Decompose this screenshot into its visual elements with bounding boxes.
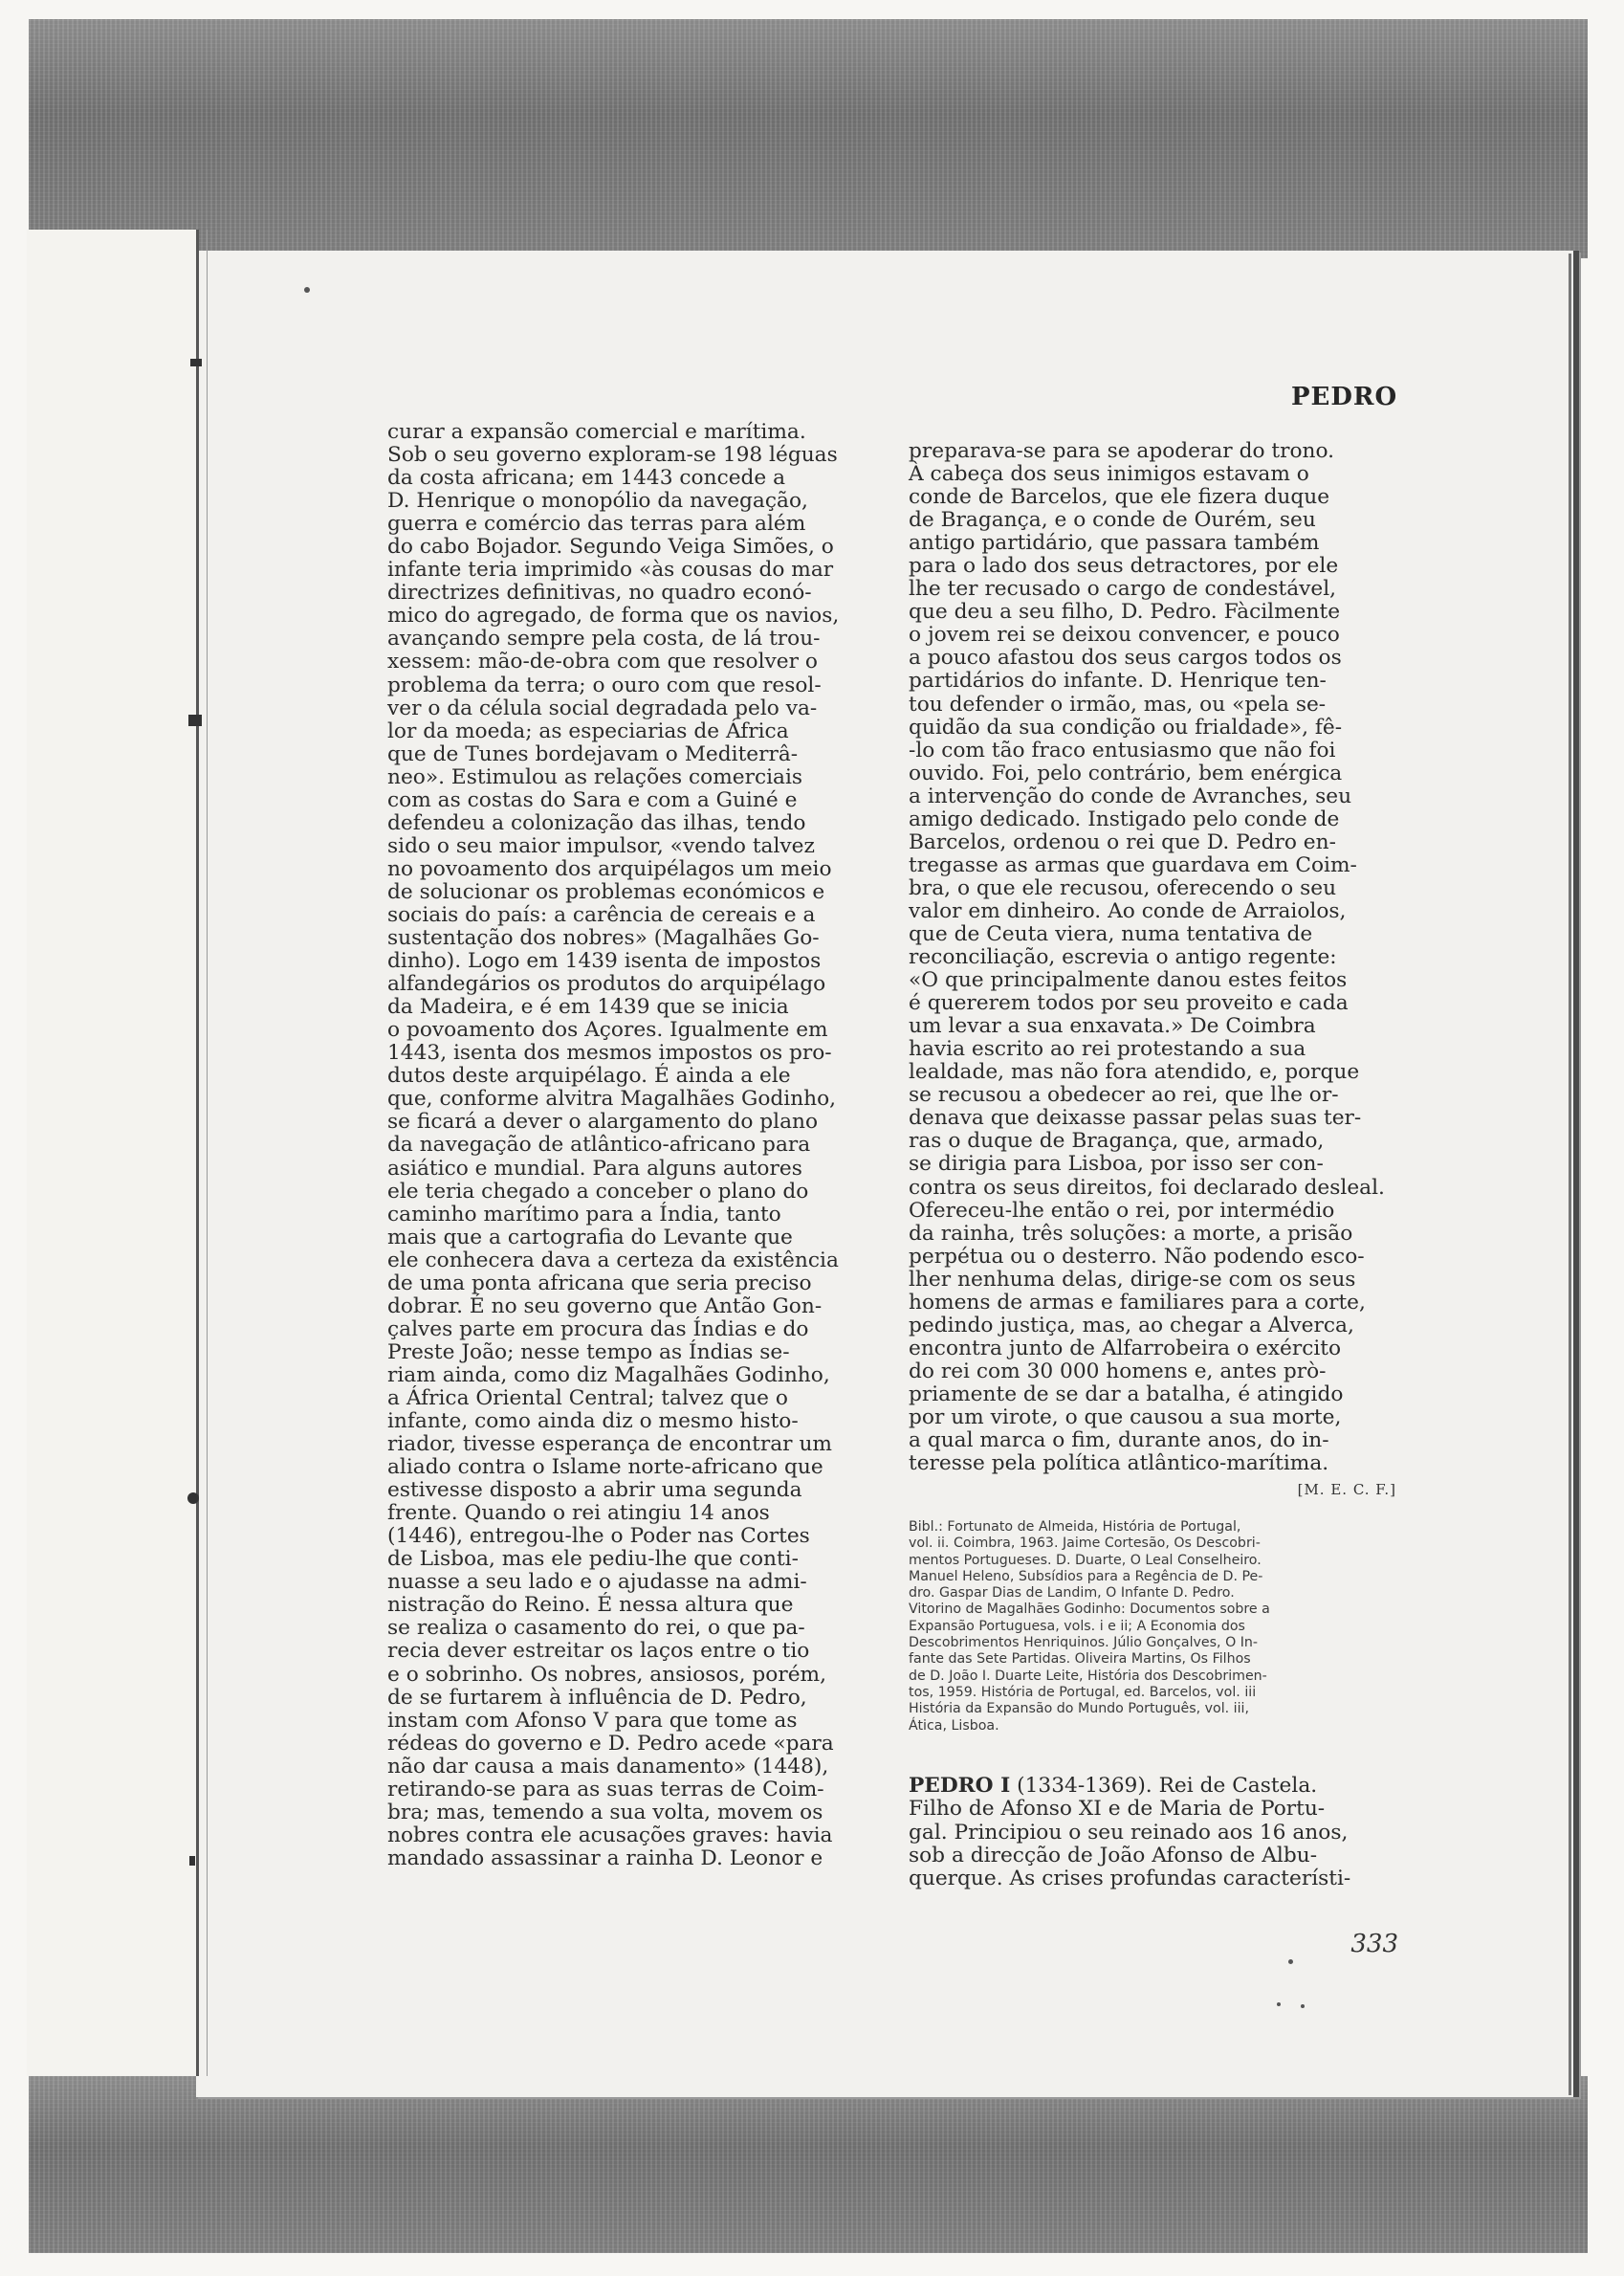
text-line: estivesse disposto a abrir uma segunda xyxy=(387,1478,802,1503)
text-line: Preste João; nesse tempo as Índias se- xyxy=(387,1339,790,1364)
text-line: Filho de Afonso XI e de Maria de Portu- xyxy=(909,1797,1326,1822)
text-line: asiático e mundial. Para alguns autores xyxy=(387,1156,802,1181)
scan-margin-strip xyxy=(27,230,199,2076)
text-line: instam com Afonso V para que tome as xyxy=(387,1708,798,1733)
text-line: Ofereceu-lhe então o rei, por intermédio xyxy=(909,1198,1335,1223)
binding-mark xyxy=(190,359,202,366)
text-line: Vitorino de Magalhães Godinho: Documentos sobre a xyxy=(909,1602,1270,1618)
text-line: denava que deixasse passar pelas suas ter- xyxy=(909,1106,1362,1131)
text-line: avançando sempre pela costa, de lá trou- xyxy=(387,627,821,652)
text-line: infante teria imprimido «às cousas do mar xyxy=(387,558,834,583)
scan-speck xyxy=(1288,1959,1293,1964)
scan-speck xyxy=(1301,2004,1305,2008)
text-line: guerra e comércio das terras para além xyxy=(387,512,806,537)
scan-speck xyxy=(304,287,310,293)
text-line: do rei com 30 000 homens e, antes prò- xyxy=(909,1359,1327,1383)
text-line: a África Oriental Central; talvez que o xyxy=(387,1385,788,1410)
left-text-column xyxy=(387,421,870,1870)
text-line: tos, 1959. História de Portugal, ed. Barcelos, vol. iii xyxy=(909,1684,1257,1700)
text-line: lhe ter recusado o cargo de condestável, xyxy=(909,577,1337,602)
author-initials: [M. E. C. F.] xyxy=(1297,1481,1396,1498)
text-line: História da Expansão do Mundo Português, vol. iii, xyxy=(909,1701,1250,1717)
text-line: que, conforme alvitra Magalhães Godinho, xyxy=(387,1087,837,1112)
text-line: sustentação dos nobres» (Magalhães Go- xyxy=(387,926,820,951)
text-line: é quererem todos por seu proveito e cada xyxy=(909,991,1349,1016)
text-line: de Bragança, e o conde de Ourém, seu xyxy=(909,508,1316,533)
scan-shadow-bottom xyxy=(29,2076,1588,2253)
text-line: ouvido. Foi, pelo contrário, bem enérgica xyxy=(909,761,1343,785)
text-line: ele teria chegado a conceber o plano do xyxy=(387,1179,809,1204)
text-line: nobres contra ele acusações graves: havia xyxy=(387,1823,833,1847)
text-line: antigo partidário, que passara também xyxy=(909,531,1320,556)
text-line: fante das Sete Partidas. Oliveira Martins, Os Filhos xyxy=(909,1651,1251,1668)
text-line: problema da terra; o ouro com que resol- xyxy=(387,673,822,697)
text-line: havia escrito ao rei protestando a sua xyxy=(909,1037,1306,1062)
text-line: Descobrimentos Henriquinos. Júlio Gonçalves, O In- xyxy=(909,1635,1259,1651)
binding-fold-line-secondary xyxy=(207,230,208,2076)
text-line: bra; mas, temendo a sua volta, movem os xyxy=(387,1800,823,1824)
text-line: não dar causa a mais danamento» (1448), xyxy=(387,1754,829,1779)
text-line: gal. Principiou o seu reinado aos 16 anos, xyxy=(909,1820,1349,1845)
right-text-column xyxy=(909,440,1396,1475)
text-line: conde de Barcelos, que ele fizera duque xyxy=(909,485,1330,510)
text-line: Barcelos, ordenou o rei que D. Pedro en- xyxy=(909,829,1336,854)
text-line: de Lisboa, mas ele pediu-lhe que conti- xyxy=(387,1547,799,1572)
bibliography-block xyxy=(909,1519,1401,1735)
text-line: À cabeça dos seus inimigos estavam o xyxy=(909,462,1309,487)
text-line xyxy=(909,1775,1401,1798)
text-line: dinho). Logo em 1439 isenta de impostos xyxy=(387,949,822,974)
text-line: nuasse a seu lado e o ajudasse na admi- xyxy=(387,1570,807,1595)
text-line: dro. Gaspar Dias de Landim, O Infante D. Pedro. xyxy=(909,1585,1235,1602)
text-line: mandado assassinar a rainha D. Leonor e xyxy=(387,1845,823,1870)
binding-mark xyxy=(187,1492,199,1504)
text-line: Sob o seu governo exploram-se 198 léguas xyxy=(387,443,838,468)
text-line: priamente de se dar a batalha, é atingido xyxy=(909,1381,1344,1406)
text-line: que deu a seu filho, D. Pedro. Fàcilmente xyxy=(909,600,1341,625)
text-line: da costa africana; em 1443 concede a xyxy=(387,466,786,491)
text-line: de D. João I. Duarte Leite, História dos Descobrimen- xyxy=(909,1668,1267,1684)
text-line: bra, o que ele recusou, oferecendo o seu xyxy=(909,875,1337,900)
text-line: o povoamento dos Açores. Igualmente em xyxy=(387,1018,828,1043)
text-line: o jovem rei se deixou convencer, e pouco xyxy=(909,623,1340,648)
text-line: Expansão Portuguesa, vols. i e ii; A Economia dos xyxy=(909,1618,1245,1634)
text-line: teresse pela política atlântico-marítima. xyxy=(909,1451,1329,1476)
text-line: recia dever estreitar os laços entre o tio xyxy=(387,1639,810,1664)
text-line: dutos deste arquipélago. É ainda a ele xyxy=(387,1064,791,1089)
text-line: no povoamento dos arquipélagos um meio xyxy=(387,856,832,881)
text-line: Manuel Heleno, Subsídios para a Regência de D. Pe- xyxy=(909,1568,1263,1584)
text-line: de se furtarem à influência de D. Pedro, xyxy=(387,1685,807,1710)
binding-mark xyxy=(189,1856,195,1866)
text-line: dobrar. É no seu governo que Antão Gon- xyxy=(387,1293,823,1318)
text-line: da navegação de atlântico-africano para xyxy=(387,1133,811,1158)
binding-fold-line xyxy=(196,230,199,2076)
text-line: a intervenção do conde de Avranches, seu xyxy=(909,784,1352,808)
text-line: a pouco afastou dos seus cargos todos os xyxy=(909,646,1342,671)
page-number: 333 xyxy=(1350,1930,1398,1958)
text-line: da rainha, três soluções: a morte, a prisão xyxy=(909,1221,1353,1246)
text-line: pedindo justiça, mas, ao chegar a Alverca, xyxy=(909,1313,1354,1337)
text-line: aliado contra o Islame norte-africano que xyxy=(387,1455,823,1480)
entry-dates: (1334-1369). Rei de Castela. xyxy=(1010,1774,1318,1798)
text-line: curar a expansão comercial e marítima. xyxy=(387,420,806,444)
text-line: riam ainda, como diz Magalhães Godinho, xyxy=(387,1362,830,1387)
text-line: mentos Portugueses. D. Duarte, O Leal Conselheiro. xyxy=(909,1552,1262,1568)
text-line: caminho marítimo para a Índia, tanto xyxy=(387,1202,781,1226)
text-line: querque. As crises profundas característi- xyxy=(909,1867,1351,1891)
text-line: rédeas do governo e D. Pedro acede «para xyxy=(387,1731,834,1756)
text-line: sob a direcção de João Afonso de Albu- xyxy=(909,1843,1318,1867)
text-line: partidários do infante. D. Henrique ten- xyxy=(909,669,1327,694)
text-line: Bibl.: Fortunato de Almeida, História de Portugal, xyxy=(909,1519,1241,1535)
text-line: 1443, isenta dos mesmos impostos os pro- xyxy=(387,1041,832,1066)
text-line: directrizes definitivas, no quadro econó- xyxy=(387,581,812,606)
text-line: tregasse as armas que guardava em Coim- xyxy=(909,852,1357,877)
text-line: ras o duque de Bragança, que, armado, xyxy=(909,1129,1325,1154)
text-line: lher nenhuma delas, dirige-se com os seus xyxy=(909,1267,1356,1292)
text-line: nistração do Reino. É nessa altura que xyxy=(387,1593,794,1618)
text-line: Ática, Lisboa. xyxy=(909,1717,999,1734)
text-line: encontra junto de Alfarrobeira o exército xyxy=(909,1336,1342,1360)
text-line: vol. ii. Coimbra, 1963. Jaime Cortesão, Os Descobri- xyxy=(909,1536,1261,1552)
text-line: ver o da célula social degradada pelo va- xyxy=(387,696,818,720)
text-line: sido o seu maior impulsor, «vendo talvez xyxy=(387,833,815,858)
text-line: de solucionar os problemas económicos e xyxy=(387,879,825,904)
running-header: PEDRO xyxy=(1291,383,1398,411)
text-line: sociais do país: a carência de cereais e a xyxy=(387,902,816,927)
text-line: D. Henrique o monopólio da navegação, xyxy=(387,489,808,514)
text-line: defendeu a colonização das ilhas, tendo xyxy=(387,810,806,835)
text-line: lealdade, mas não fora atendido, e, porque xyxy=(909,1060,1360,1085)
text-line: contra os seus direitos, foi declarado desleal. xyxy=(909,1175,1385,1200)
text-line: da Madeira, e é em 1439 que se inicia xyxy=(387,995,789,1020)
entry-headword: PEDRO I xyxy=(909,1774,1011,1798)
text-line: (1446), entregou-lhe o Poder nas Cortes xyxy=(387,1524,810,1549)
text-line: mico do agregado, de forma que os navios, xyxy=(387,604,840,629)
text-line: riador, tivesse esperança de encontrar um xyxy=(387,1432,832,1457)
binding-mark xyxy=(188,715,202,726)
text-line: para o lado dos seus detractores, por ele xyxy=(909,554,1339,579)
text-line: xessem: mão-de-obra com que resolver o xyxy=(387,650,818,674)
text-line: se ficará a dever o alargamento do plano xyxy=(387,1110,819,1135)
text-line: ele conhecera dava a certeza da existência xyxy=(387,1248,839,1272)
text-line: e o sobrinho. Os nobres, ansiosos, porém, xyxy=(387,1662,827,1687)
entry-pedro-i xyxy=(909,1775,1401,1890)
text-line: de uma ponta africana que seria preciso xyxy=(387,1271,812,1295)
scan-shadow-top xyxy=(29,19,1588,258)
text-line: tou defender o irmão, mas, ou «pela se- xyxy=(909,692,1327,717)
text-line: valor em dinheiro. Ao conde de Arraiolos, xyxy=(909,898,1347,923)
text-line: do cabo Bojador. Segundo Veiga Simões, o xyxy=(387,535,834,560)
text-line: perpétua ou o desterro. Não podendo esco- xyxy=(909,1244,1365,1269)
text-line: alfandegários os produtos do arquipélago xyxy=(387,972,826,997)
text-line: -lo com tão fraco entusiasmo que não foi xyxy=(909,738,1336,762)
text-line: se dirigia para Lisboa, por isso ser con- xyxy=(909,1152,1324,1177)
text-line: se realiza o casamento do rei, o que pa- xyxy=(387,1616,805,1641)
text-line: preparava-se para se apoderar do trono. xyxy=(909,439,1335,463)
text-line: «O que principalmente danou estes feitos xyxy=(909,968,1348,993)
text-line: amigo dedicado. Instigado pelo conde de xyxy=(909,807,1340,831)
text-line: lor da moeda; as especiarias de África xyxy=(387,718,789,743)
text-line: que de Tunes bordejavam o Mediterrâ- xyxy=(387,741,799,766)
text-line: neo». Estimulou as relações comerciais xyxy=(387,764,803,789)
text-line: um levar a sua enxavata.» De Coimbra xyxy=(909,1014,1316,1039)
text-line: por um virote, o que causou a sua morte, xyxy=(909,1404,1342,1429)
text-line: mais que a cartografia do Levante que xyxy=(387,1225,793,1249)
text-line: se recusou a obedecer ao rei, que lhe or- xyxy=(909,1083,1339,1108)
text-line: a qual marca o fim, durante anos, do in- xyxy=(909,1428,1329,1453)
scan-speck xyxy=(1277,2002,1281,2006)
text-line: çalves parte em procura das Índias e do xyxy=(387,1316,809,1341)
text-line: quidão da sua condição ou frialdade», fê- xyxy=(909,715,1343,740)
text-line: com as costas do Sara e com a Guiné e xyxy=(387,787,798,812)
text-line: homens de armas e familiares para a corte, xyxy=(909,1290,1366,1315)
text-line: que de Ceuta viera, numa tentativa de xyxy=(909,921,1313,946)
text-line: frente. Quando o rei atingiu 14 anos xyxy=(387,1501,770,1526)
text-line: reconciliação, escrevia o antigo regente: xyxy=(909,945,1337,970)
text-line: infante, como ainda diz o mesmo histo- xyxy=(387,1409,799,1434)
text-line: retirando-se para as suas terras de Coim- xyxy=(387,1777,824,1801)
page-edge xyxy=(1569,254,1571,2095)
